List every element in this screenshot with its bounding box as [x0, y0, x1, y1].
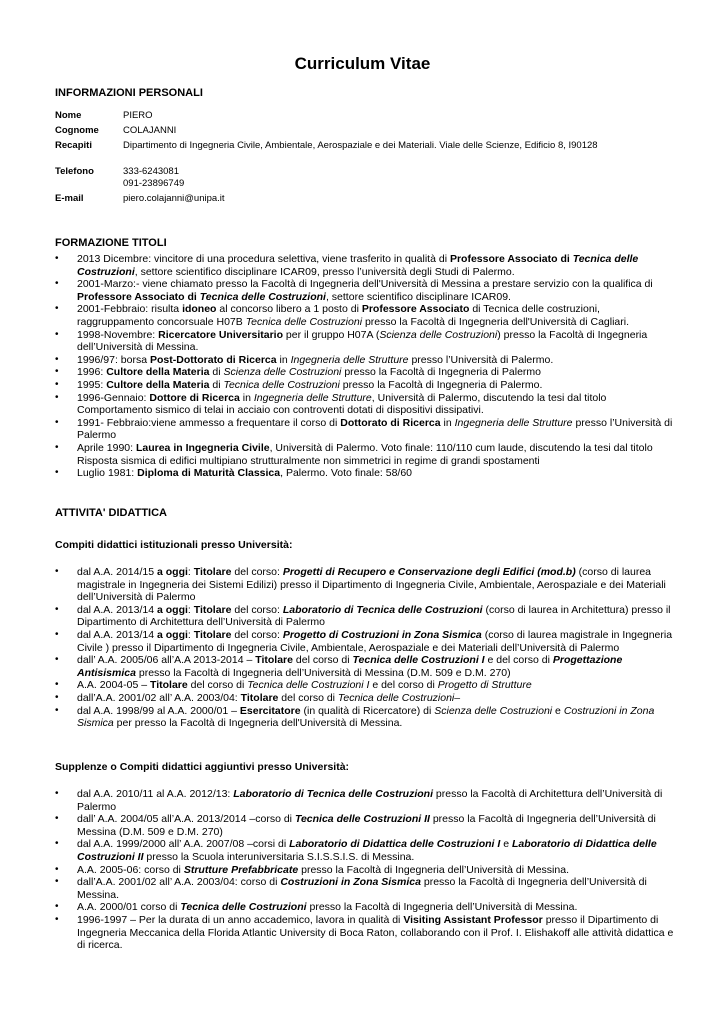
item-text-run: presso la Scuola interuniversitaria S.I.S.S.I.S. di Messina.: [143, 850, 415, 863]
item-text-run: Tecnica delle Costruzioni–: [337, 691, 461, 704]
item-text-run: Progetto di Costruzioni in Zona Sismica: [282, 628, 482, 641]
list-item: [55, 354, 675, 367]
field-label: Telefono: [55, 166, 94, 177]
item-text-run: , settore scientifico disciplinare ICAR09.: [325, 290, 511, 303]
list-item: [55, 679, 675, 692]
page-title: Curriculum Vitae: [294, 54, 431, 73]
item-text-run: presso l’Università di Palermo.: [408, 353, 554, 366]
item-text-run: Tecnica delle Costruzioni: [180, 901, 307, 914]
item-text-run: Luglio 1981:: [77, 467, 138, 480]
item-text-run: A.A. 2004-05 –: [77, 679, 150, 692]
item-text-run: Scienza delle Costruzioni: [223, 366, 342, 379]
email-link[interactable]: piero.colajanni@unipa.it: [123, 193, 225, 204]
item-text-run: presso la Facoltà di Ingegneria dell’Università di Messina (D.M. 509 e D.M. 270): [77, 813, 656, 838]
field-label: Recapiti: [55, 140, 92, 151]
item-text-run: (corso di laurea magistrale in Ingegneria dei Sistemi Edilizi) presso il Dipartimento di Ingegneria Civile, Ambientale, Aerospaziale e dei Materiali dell’Università di Palermo: [77, 566, 666, 604]
item-text-run: 1996-1997 – Per la durata di un anno accademico, lavora in qualità di: [77, 913, 404, 926]
formazione-list: [55, 253, 675, 480]
item-text-run: di: [209, 366, 224, 379]
field-label: Cognome: [55, 125, 99, 136]
bullet-icon: •: [55, 691, 59, 703]
item-text-run: Cultore della Materia: [106, 366, 210, 379]
item-text-run: dal A.A. 2013/14: [77, 603, 157, 616]
item-text-run: ) presso la Facoltà di Ingegneria dell’Università di Messina.: [77, 328, 648, 354]
item-text-run: presso la Facoltà di Ingegneria di Palermo.: [339, 378, 543, 391]
list-item: [55, 604, 675, 629]
item-text-run: Professore Associato: [361, 303, 470, 316]
bullet-icon: •: [55, 566, 59, 577]
bullet-icon: •: [55, 704, 59, 716]
list-item: [55, 876, 675, 901]
item-text-run: Ingegneria delle Strutture: [253, 391, 372, 404]
item-text-run: A.A. 2005-06: corso di: [77, 863, 184, 876]
item-text-run: , Università di Palermo, discutendo la tesi dal titolo Comportamento sismico di telai in acciaio con controventi dotati di dispositivi dissipativi.: [77, 391, 607, 417]
item-text-run: 1996/97: borsa: [77, 353, 150, 366]
list-item: [55, 692, 675, 705]
item-text-run: del corso di: [278, 691, 338, 704]
item-text-run: Tecnica delle Costruzioni: [245, 315, 363, 328]
bullet-icon: •: [55, 278, 59, 290]
field-value: COLAJANNI: [123, 125, 177, 136]
didattica-list-1: [55, 566, 675, 730]
item-text-run: presso la Facoltà di Ingegneria dell’Università di Messina.: [77, 876, 647, 901]
item-text-run: presso la Facoltà di Ingegneria dell'Università di Cagliari.: [362, 315, 630, 328]
item-text-run: Progetti di Recupero e Conservazione degli Edifici (mod.b): [282, 566, 576, 578]
list-item: [55, 278, 675, 303]
field-value-2: 091-23896749: [123, 178, 185, 189]
item-text-run: Esercitatore: [239, 704, 301, 717]
item-text-run: presso l’Università di Palermo: [77, 416, 673, 442]
bullet-icon: •: [55, 391, 59, 403]
bullet-icon: •: [55, 366, 59, 378]
item-text-run: 2001-Marzo:- viene chiamato presso la Facoltà di Ingegneria dell'Università di Messina a prestare servizio con la qualifica di: [77, 278, 653, 291]
field-label: E-mail: [55, 193, 84, 204]
list-item: [55, 253, 675, 278]
item-text-run: dal A.A. 2013/14: [77, 628, 157, 641]
item-text-run: (corso di laurea in Architettura) presso il Dipartimento di Architettura dell’Università di Palermo: [77, 603, 671, 629]
list-item: [55, 366, 675, 379]
bullet-icon: •: [55, 654, 59, 666]
item-text-run: a oggi: [156, 628, 188, 641]
didattica-subheading-2: Supplenze o Compiti didattici aggiuntivi presso Università:: [55, 761, 350, 773]
item-text-run: di: [209, 378, 224, 391]
list-item: [55, 705, 675, 730]
item-text-run: Post-Dottorato di Ricerca: [149, 353, 277, 366]
list-item: [55, 329, 675, 354]
item-text-run: Scienza delle Costruzioni: [379, 328, 498, 341]
bullet-icon: •: [55, 303, 59, 315]
formazione-heading: FORMAZIONE TITOLI: [55, 237, 167, 249]
item-text-run: 1995:: [77, 378, 107, 391]
item-text-run: Cultore della Materia: [106, 378, 210, 391]
item-text-run: presso la Facoltà di Ingegneria dell’Università di Messina.: [306, 901, 578, 914]
item-text-run: Progettazione Antisismica: [77, 654, 623, 679]
item-text-run: per presso la Facoltà di Ingegneria dell'Università di Messina.: [113, 717, 403, 730]
item-text-run: e: [500, 838, 512, 851]
item-text-run: e del corso di: [484, 654, 553, 667]
item-text-run: Professore Associato di: [449, 253, 573, 265]
list-item: [55, 901, 675, 914]
item-text-run: dal A.A. 2014/15: [77, 566, 157, 578]
item-text-run: Costruzioni in Zona Sismica: [280, 876, 421, 889]
bullet-icon: •: [55, 679, 59, 691]
item-text-run: del corso di: [292, 654, 353, 667]
item-text-run: e del corso di: [369, 679, 438, 692]
item-text-run: Aprile 1990:: [77, 441, 136, 454]
item-text-run: 1991- Febbraio:viene ammesso a frequentare il corso di: [77, 416, 341, 429]
list-item: [55, 914, 675, 952]
bullet-icon: •: [55, 813, 59, 825]
item-text-run: dall’ A.A. 2004/05 all’A.A. 2013/2014 –corso di: [77, 813, 295, 826]
item-text-run: Tecnica delle Costruzioni I: [247, 679, 370, 692]
bullet-icon: •: [55, 353, 59, 365]
item-text-run: 1996:: [77, 366, 107, 379]
field-value: PIERO: [123, 110, 153, 121]
item-text-run: Ricercatore Universitario: [158, 328, 284, 341]
item-text-run: a oggi: [156, 603, 188, 616]
item-text-run: :: [187, 628, 194, 641]
item-text-run: del corso di: [187, 679, 248, 692]
list-item: [55, 813, 675, 838]
bullet-icon: •: [55, 876, 59, 888]
item-text-run: :: [187, 566, 194, 578]
item-text-run: Dottore di Ricerca: [149, 391, 240, 404]
item-text-run: Titolare: [149, 679, 188, 692]
item-text-run: a oggi: [156, 566, 188, 578]
bullet-icon: •: [55, 467, 59, 479]
item-text-run: dal A.A. 1999/2000 all’ A.A. 2007/08 –corsi di: [77, 838, 290, 851]
list-item: [55, 566, 675, 604]
item-text-run: per il gruppo H07A (: [283, 328, 380, 341]
list-item: [55, 467, 675, 480]
item-text-run: Titolare: [193, 603, 232, 616]
bullet-icon: •: [55, 901, 59, 913]
item-text-run: Titolare: [193, 566, 232, 578]
item-text-run: Strutture Prefabbricate: [183, 863, 299, 876]
item-text-run: dall’A.A. 2001/02 all’ A.A. 2003/04:: [77, 691, 241, 704]
item-text-run: presso la Facoltà di Ingegneria di Palermo: [341, 366, 542, 379]
field-value: Dipartimento di Ingegneria Civile, Ambientale, Aerospaziale e dei Materiali. Viale delle Scienze, Edificio 8, I90128: [123, 140, 598, 151]
item-text-run: in: [440, 416, 455, 429]
item-text-run: Laboratorio di Tecnica delle Costruzioni: [282, 603, 483, 616]
item-text-run: Ingegneria delle Strutture: [290, 353, 409, 366]
item-text-run: del corso:: [231, 628, 283, 641]
item-text-run: Scienza delle Costruzioni: [434, 704, 553, 717]
item-text-run: , Università di Palermo. Voto finale: 110/110 cum laude, discutendo la tesi dal titolo Risposta sismica di edifici multipiano strutturalmente non simmetrici in regime di grandi spostamenti: [77, 441, 653, 467]
item-text-run: Tecnica delle Costruzioni I: [352, 654, 485, 667]
item-text-run: presso la Facoltà di Ingegneria dell’Università di Messina.: [298, 863, 569, 876]
item-text-run: Tecnica delle Costruzioni: [223, 378, 340, 391]
item-text-run: del corso:: [231, 566, 283, 578]
item-text-run: Professore Associato di: [77, 290, 200, 303]
bullet-icon: •: [55, 603, 59, 615]
didattica-subheading-1: Compiti didattici istituzionali presso Università:: [55, 539, 293, 551]
item-text-run: Tecnica delle Costruzioni: [199, 290, 326, 303]
list-item: [55, 629, 675, 654]
bullet-icon: •: [55, 378, 59, 390]
item-text-run: Progetto di Strutture: [437, 679, 532, 692]
item-text-run: del corso:: [231, 603, 283, 616]
item-text-run: 1998-Novembre:: [77, 328, 159, 341]
item-text-run: presso la Facoltà di Ingegneria dell’Università di Messina (D.M. 509 e D.M. 270): [135, 666, 511, 679]
item-text-run: 2013 Dicembre: vincitore di una procedura selettiva, viene trasferito in qualità di: [77, 253, 450, 265]
item-text-run: Dottorato di Ricerca: [340, 416, 441, 429]
item-text-run: Visiting Assistant Professor: [403, 913, 543, 926]
field-label: Nome: [55, 110, 82, 121]
list-item: [55, 379, 675, 392]
item-text-run: Titolare: [255, 654, 293, 667]
list-item: [55, 838, 675, 863]
didattica-heading: ATTIVITA' DIDATTICA: [55, 507, 167, 519]
item-text-run: Costruzioni in Zona Sismica: [77, 704, 655, 730]
bullet-icon: •: [55, 628, 59, 640]
list-item: [55, 392, 675, 417]
bullet-icon: •: [55, 913, 59, 925]
item-text-run: 1996-Gennaio:: [77, 391, 150, 404]
bullet-icon: •: [55, 328, 59, 340]
bullet-icon: •: [55, 416, 59, 428]
bullet-icon: •: [55, 441, 59, 453]
item-text-run: dall’A.A. 2001/02 all’ A.A. 2003/04: corso di: [77, 876, 281, 889]
item-text-run: dal A.A. 1998/99 al A.A. 2000/01 –: [77, 704, 240, 717]
list-item: [55, 417, 675, 442]
item-text-run: Tecnica delle Costruzioni II: [294, 813, 430, 826]
bullet-icon: •: [55, 788, 59, 799]
didattica-list-2: [55, 788, 675, 952]
item-text-run: dall’ A.A. 2005/06 all’A.A 2013-2014 –: [77, 654, 256, 667]
item-text-run: Laboratorio di Didattica delle Costruzioni I: [289, 838, 501, 851]
item-text-run: idoneo: [182, 303, 217, 316]
item-text-run: al concorso libero a 1 posto di: [216, 303, 362, 316]
item-text-run: 2001-Febbraio: risulta: [77, 303, 183, 316]
item-text-run: , settore scientifico disciplinare ICAR09, presso l’università degli Studi di Palermo.: [134, 265, 515, 278]
item-text-run: e: [552, 704, 564, 717]
item-text-run: Ingegneria delle Strutture: [454, 416, 573, 429]
list-item: [55, 788, 675, 813]
item-text-run: A.A. 2000/01 corso di: [77, 901, 181, 914]
item-text-run: in: [239, 391, 254, 404]
field-value: 333-6243081: [123, 166, 179, 177]
item-text-run: dal A.A. 2010/11 al A.A. 2012/13:: [77, 788, 234, 800]
list-item: [55, 442, 675, 467]
item-text-run: Laurea in Ingegneria Civile: [135, 441, 270, 454]
item-text-run: presso la Facoltà di Architettura dell’Università di Palermo: [77, 788, 663, 813]
bullet-icon: •: [55, 838, 59, 850]
personal-info-heading: INFORMAZIONI PERSONALI: [55, 87, 203, 99]
bullet-icon: •: [55, 253, 59, 264]
bullet-icon: •: [55, 863, 59, 875]
list-item: [55, 864, 675, 877]
item-text-run: Titolare: [193, 628, 232, 641]
item-text-run: (corso di laurea magistrale in Ingegneria Civile ) presso il Dipartimento di Ingegneria Civile, Ambientale, Aerospaziale e dei Materiali dell’Università di Palermo: [77, 628, 673, 654]
item-text-run: Titolare: [240, 691, 279, 704]
item-text-run: di Tecnica delle costruzioni, raggruppamento concorsuale H07B: [77, 303, 600, 328]
item-text-run: Tecnica delle Costruzioni: [77, 253, 639, 278]
item-text-run: presso il Dipartimento di Ingegneria Meccanica della Florida Atlantic University di Boca Raton, collaborando con il Prof. I. Elishakoff alle attività didattica e di ricerca.: [77, 913, 674, 952]
list-item: [55, 303, 675, 328]
item-text-run: Laboratorio di Didattica delle Costruzioni II: [77, 838, 657, 863]
list-item: [55, 654, 675, 679]
item-text-run: , Palermo. Voto finale: 58/60: [280, 467, 413, 480]
item-text-run: :: [187, 603, 194, 616]
item-text-run: (in qualità di Ricercatore) di: [300, 704, 435, 717]
item-text-run: in: [276, 353, 291, 366]
item-text-run: Laboratorio di Tecnica delle Costruzioni: [233, 788, 433, 800]
item-text-run: Diploma di Maturità Classica: [137, 467, 281, 480]
